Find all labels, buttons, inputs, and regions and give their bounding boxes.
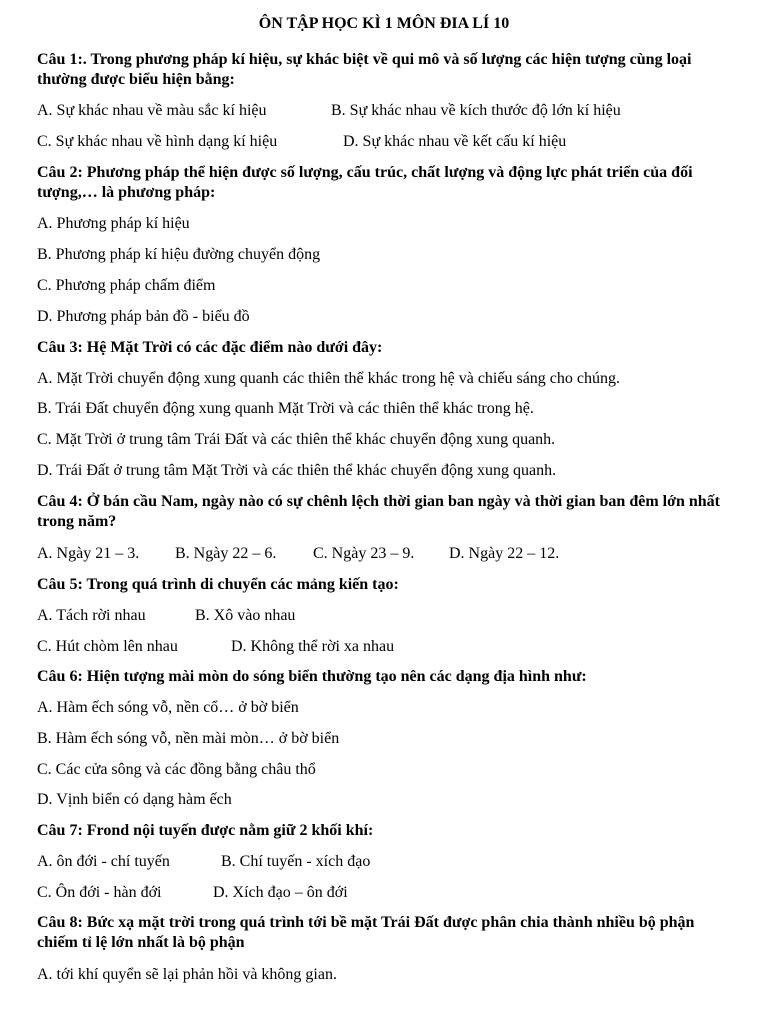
question-3-option-a: A. Mặt Trời chuyển động xung quanh các thiên thể khác trong hệ và chiếu sáng cho chúng. [37,370,620,387]
question-7-option-c: C. Ôn đới - hàn đới [37,884,162,901]
question-7-option-a: A. ôn đới - chí tuyến [37,853,170,870]
question-4-option-a: A. Ngày 21 – 3. [37,545,140,562]
question-5-option-b: B. Xô vào nhau [195,607,296,624]
question-5-options-row-1 [37,606,295,626]
question-1-option-c: C. Sự khác nhau về hình dạng kí hiệu [37,133,278,150]
question-2-option-b: B. Phương pháp kí hiệu đường chuyển động [37,246,321,263]
question-4-option-b: B. Ngày 22 – 6. [175,545,277,562]
question-5: Câu 5: Trong quá trình di chuyển các mảng kiến tạo: [37,576,399,593]
question-8-option-a: A. tới khí quyển sẽ lại phản hồi và không gian. [37,966,337,983]
question-1-options-row-2 [37,132,566,152]
question-7-options-row-2 [37,883,348,903]
question-3: Câu 3: Hệ Mặt Trời có các đặc điểm nào dưới đây: [37,339,383,356]
question-5-option-d: D. Không thể rời xa nhau [231,638,395,655]
question-1: Câu 1:. Trong phương pháp kí hiệu, sự khác biệt về qui mô và số lượng các hiện tượng cùng loại thường được biểu hiện bằng: [37,51,692,88]
question-5-options-row-2 [37,637,394,657]
question-6-option-d: D. Vịnh biển có dạng hàm ếch [37,791,232,808]
question-2-option-a: A. Phương pháp kí hiệu [37,215,190,232]
question-6-option-b: B. Hàm ếch sóng vỗ, nền mài mòn… ở bờ biển [37,730,340,747]
question-6: Câu 6: Hiện tượng mài mòn do sóng biển thường tạo nên các dạng địa hình như: [37,668,587,685]
document-title: ÔN TẬP HỌC KÌ 1 MÔN ĐIA LÍ 10 [258,15,510,32]
question-4-option-c: C. Ngày 23 – 9. [313,545,415,562]
question-3-option-b: B. Trái Đất chuyển động xung quanh Mặt Trời và các thiên thể khác trong hệ. [37,400,534,417]
question-4-options-row [37,544,559,564]
question-3-option-c: C. Mặt Trời ở trung tâm Trái Đất và các thiên thể khác chuyển động xung quanh. [37,431,556,448]
question-1-option-a: A. Sự khác nhau về màu sắc kí hiệu [37,102,267,119]
question-7-option-d: D. Xích đạo – ôn đới [213,884,348,901]
question-2-option-d: D. Phương pháp bản đồ - biểu đồ [37,308,250,325]
question-4-option-d: D. Ngày 22 – 12. [449,545,560,562]
question-6-option-a: A. Hàm ếch sóng vỗ, nền cổ… ở bờ biển [37,699,299,716]
question-4: Câu 4: Ở bán cầu Nam, ngày nào có sự chênh lệch thời gian ban ngày và thời gian ban đêm lớn nhất trong năm? [37,493,720,530]
question-8: Câu 8: Bức xạ mặt trời trong quá trình tới bề mặt Trái Đất được phân chia thành nhiều bộ phận chiếm tỉ lệ lớn nhất là bộ phận [37,914,695,951]
question-7: Câu 7: Frond nội tuyến được nằm giữ 2 khối khí: [37,822,374,839]
question-1-options-row-1 [37,101,621,121]
question-2-option-c: C. Phương pháp chấm điểm [37,277,216,294]
question-5-option-a: A. Tách rời nhau [37,607,146,624]
question-1-option-b: B. Sự khác nhau về kích thước độ lớn kí hiệu [331,102,621,119]
question-2: Câu 2: Phương pháp thể hiện được số lượng, cấu trúc, chất lượng và động lực phát triển của đối tượng,… là phương pháp: [37,164,693,201]
question-3-option-d: D. Trái Đất ở trung tâm Mặt Trời và các thiên thể khác chuyển động xung quanh. [37,462,557,479]
question-7-option-b: B. Chí tuyến - xích đạo [221,853,371,870]
question-5-option-c: C. Hút chòm lên nhau [37,638,178,655]
question-1-option-d: D. Sự khác nhau về kết cấu kí hiệu [343,133,567,150]
question-6-option-c: C. Các cửa sông và các đồng bằng châu thổ [37,761,316,778]
question-7-options-row-1 [37,852,370,872]
